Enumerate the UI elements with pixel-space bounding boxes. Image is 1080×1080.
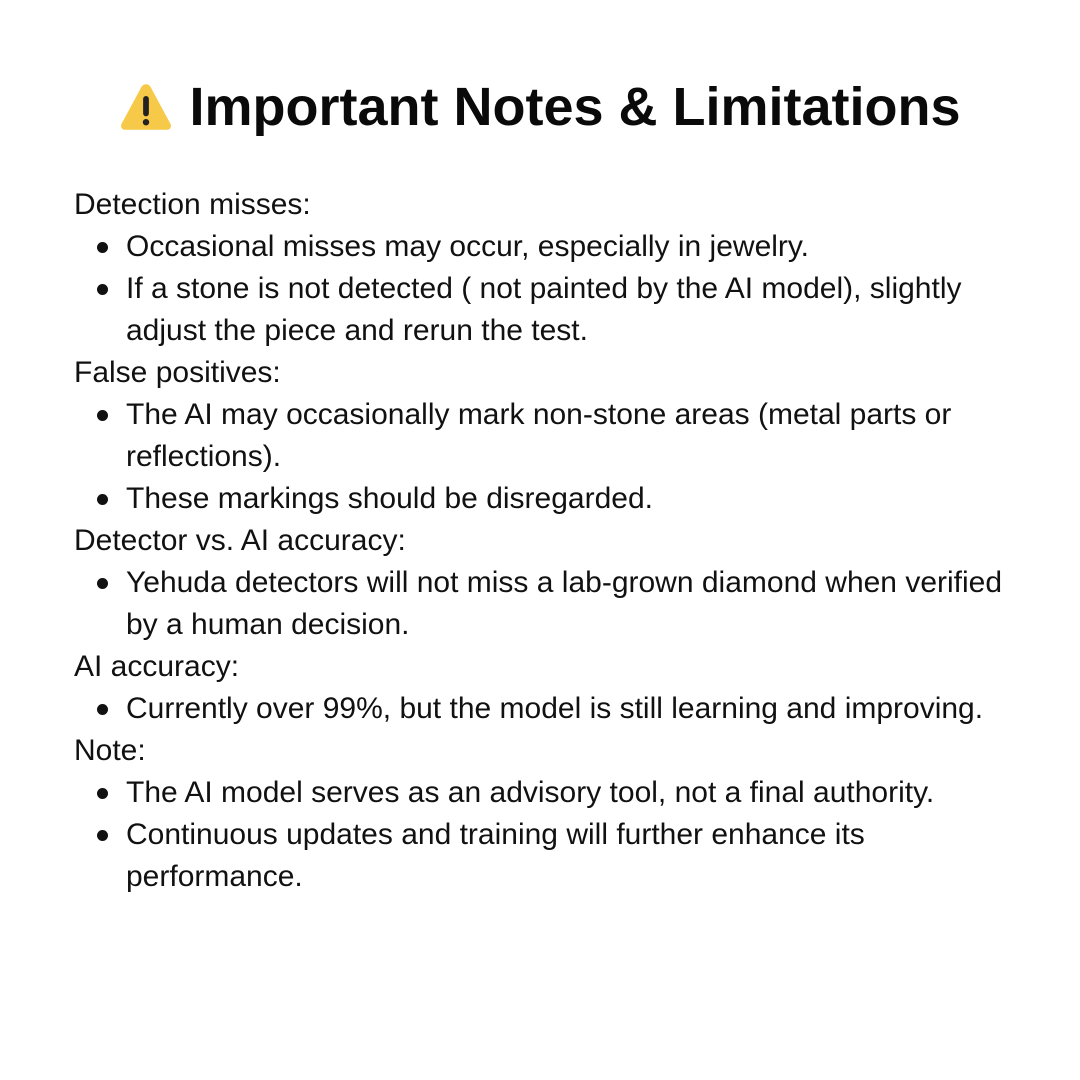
bullet-list <box>74 562 1014 646</box>
list-item <box>74 478 1014 520</box>
bullet-text: The AI model serves as an advisory tool, not a final authority. <box>126 776 935 809</box>
list-item <box>74 562 1014 646</box>
bullet-icon <box>97 410 108 421</box>
list-item <box>74 394 1014 478</box>
bullet-text: Yehuda detectors will not miss a lab-grown diamond when verified by a human decision. <box>126 566 1003 641</box>
bullet-icon <box>97 578 108 589</box>
bullet-text: Continuous updates and training will further enhance its performance. <box>126 818 865 893</box>
bullet-icon <box>97 704 108 715</box>
section-note <box>74 730 1014 898</box>
list-item <box>74 772 1014 814</box>
bullet-icon <box>97 494 108 505</box>
bullet-icon <box>97 788 108 799</box>
bullet-list <box>74 772 1014 898</box>
list-item <box>74 814 1014 898</box>
bullet-list <box>74 394 1014 520</box>
bullet-text: Currently over 99%, but the model is still learning and improving. <box>126 692 984 725</box>
section-heading: Note: <box>74 734 146 767</box>
bullet-icon <box>97 830 108 841</box>
list-item <box>74 226 1014 268</box>
section-detection-misses <box>74 184 1014 352</box>
list-item <box>74 268 1014 352</box>
bullet-text: These markings should be disregarded. <box>126 482 653 515</box>
bullet-icon <box>97 242 108 253</box>
bullet-list <box>74 688 1014 730</box>
bullet-icon <box>97 284 108 295</box>
bullet-text: Occasional misses may occur, especially in jewelry. <box>126 230 810 263</box>
page-header <box>0 72 1080 142</box>
page-title: Important Notes & Limitations <box>189 77 961 137</box>
section-ai-accuracy <box>74 646 1014 730</box>
section-detector-vs-ai-accuracy <box>74 520 1014 646</box>
section-false-positives <box>74 352 1014 520</box>
warning-icon <box>119 80 173 134</box>
section-heading: Detection misses: <box>74 188 311 221</box>
bullet-text: The AI may occasionally mark non-stone areas (metal parts or reflections). <box>126 398 952 473</box>
section-heading: False positives: <box>74 356 281 389</box>
list-item <box>74 688 1014 730</box>
bullet-text: If a stone is not detected ( not painted by the AI model), slightly adjust the piece and rerun the test. <box>126 272 962 347</box>
section-heading: Detector vs. AI accuracy: <box>74 524 406 557</box>
section-heading: AI accuracy: <box>74 650 240 683</box>
bullet-list <box>74 226 1014 352</box>
notes-content <box>74 184 1014 898</box>
